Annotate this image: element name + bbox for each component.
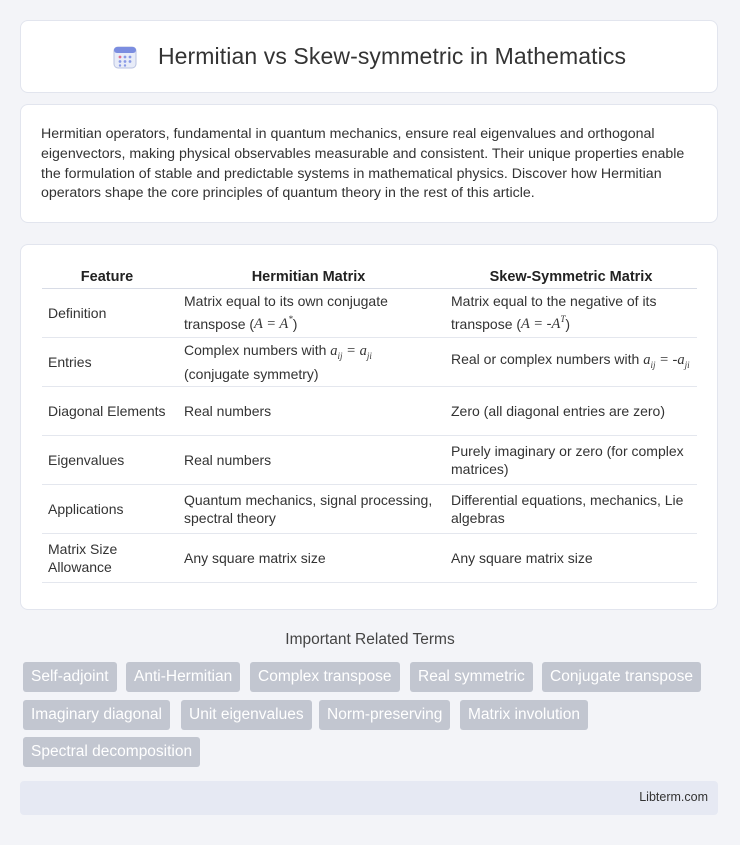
- cell-skew: Matrix equal to the negative of its transpose $(A = -A^T)$: [445, 289, 697, 338]
- footer: [20, 781, 718, 815]
- cell-feature: Entries: [42, 338, 172, 387]
- tag-spectral-decomposition[interactable]: Spectral decomposition: [23, 737, 200, 767]
- cell-hermitian: Matrix equal to its own conjugate transpose (A = A*): [172, 289, 445, 338]
- cell-hermitian: Quantum mechanics, signal processing, spectral theory: [172, 485, 445, 534]
- table-row: [42, 436, 697, 485]
- cell-hermitian: Complex numbers with $a_{ij} = a_{ji}$ (conjugate symmetry): [172, 338, 445, 387]
- tag-complex-transpose[interactable]: Complex transpose: [250, 662, 400, 692]
- table-row: [42, 338, 697, 387]
- footer-site-link[interactable]: Libterm.com: [639, 790, 708, 804]
- cell-skew: Differential equations, mechanics, Lie algebras: [445, 485, 697, 534]
- cell-feature: Definition: [42, 289, 172, 338]
- tag-conjugate-transpose[interactable]: Conjugate transpose: [542, 662, 701, 692]
- cell-feature: Eigenvalues: [42, 436, 172, 485]
- cell-skew: Purely imaginary or zero (for complex matrices): [445, 436, 697, 485]
- cell-skew: Any square matrix size: [445, 534, 697, 583]
- cell-hermitian: Any square matrix size: [172, 534, 445, 583]
- table-row: [42, 387, 697, 436]
- header-skew: Skew-Symmetric Matrix: [445, 259, 697, 289]
- tag-norm-preserving[interactable]: Norm-preserving: [319, 700, 450, 730]
- cell-skew: Zero (all diagonal entries are zero): [445, 387, 697, 436]
- comparison-table: [42, 259, 697, 583]
- tag-imaginary-diagonal[interactable]: Imaginary diagonal: [23, 700, 170, 730]
- header-hermitian: Hermitian Matrix: [172, 259, 445, 289]
- page-title: Hermitian vs Skew-symmetric in Mathematics: [157, 43, 627, 69]
- table-row: [42, 485, 697, 534]
- cell-hermitian: Real numbers: [172, 387, 445, 436]
- calendar-icon: [112, 44, 138, 70]
- cell-feature: Applications: [42, 485, 172, 534]
- page-header: [20, 20, 718, 93]
- table-row: [42, 289, 697, 338]
- tag-anti-hermitian[interactable]: Anti-Hermitian: [126, 662, 240, 692]
- cell-feature: Diagonal Elements: [42, 387, 172, 436]
- intro-text: Hermitian operators, fundamental in quantum mechanics, ensure real eigenvalues and orthogonal eigenvectors, making physical observables measurable and consistent. Their unique properties enable the formulation of stable and predictable systems in mathematical physics. Discover how Hermitian operators shape the core principles of quantum theory in the rest of this article.: [41, 126, 685, 202]
- tag-matrix-involution[interactable]: Matrix involution: [460, 700, 588, 730]
- header-feature: Feature: [42, 259, 172, 289]
- cell-feature: Matrix Size Allowance: [42, 534, 172, 583]
- intro-card: [20, 104, 718, 223]
- related-terms-title: Important Related Terms: [285, 631, 455, 648]
- tag-unit-eigenvalues[interactable]: Unit eigenvalues: [181, 700, 312, 730]
- cell-hermitian: Real numbers: [172, 436, 445, 485]
- comparison-card: [20, 244, 718, 610]
- table-row: [42, 534, 697, 583]
- tag-real-symmetric[interactable]: Real symmetric: [410, 662, 533, 692]
- tag-self-adjoint[interactable]: Self-adjoint: [23, 662, 117, 692]
- cell-skew: Real or complex numbers with $a_{ij} = -a_{ji}$: [445, 338, 697, 387]
